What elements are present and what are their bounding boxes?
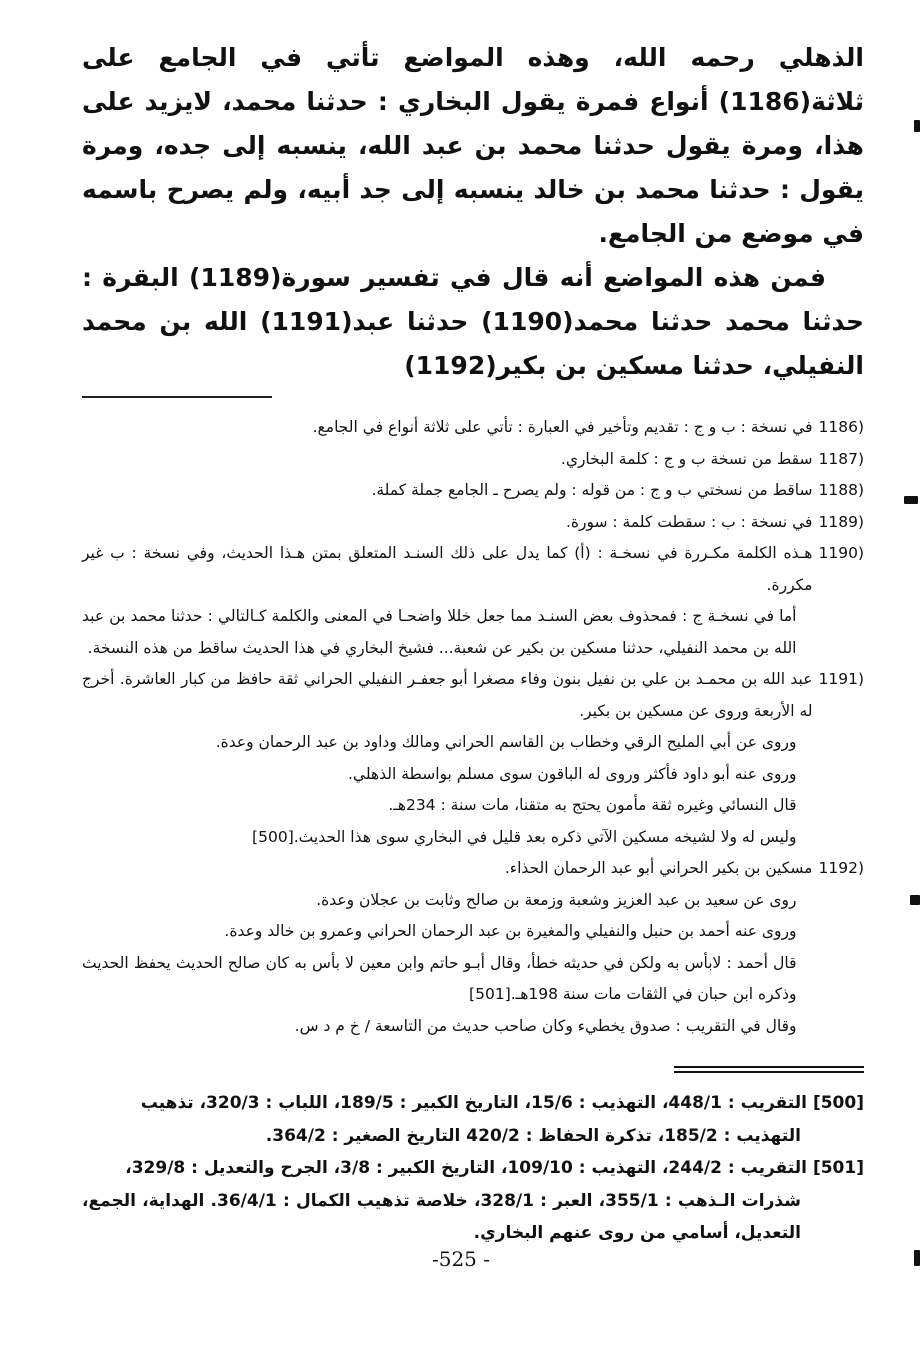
main-paragraph-2: فمن هذه المواضع أنه قال في تفسير سورة(1189) البقرة : حدثنا محمد حدثنا محمد(1190) حدثنا عبد(1191) الله بن محمد النفيلي، حدثنا مسكين بن بكير(1192) bbox=[82, 263, 864, 380]
scan-margin-mark bbox=[910, 895, 920, 905]
footnote-text: في نسخة : ب و ج : تقديم وتأخير في العبارة : تأتي على ثلاثة أنواع في الجامع. bbox=[312, 418, 813, 436]
scan-margin-mark bbox=[914, 1250, 920, 1266]
reference-text: التقريب : 448/1، التهذيب : 15/6، التاريخ الكبير : 189/5، اللباب : 320/3، تذهيب bbox=[140, 1093, 807, 1113]
footnote-subtext: وقال في التقريب : صدوق يخطيء وكان صاحب حديث من التاسعة / خ م د س. bbox=[294, 1016, 797, 1035]
reference-text-continued: التهذيب : 185/2، تذكرة الحفاظ : 420/2 التاريخ الصغير : 364/2. bbox=[265, 1125, 801, 1146]
footnote-number: (1192 bbox=[818, 859, 864, 877]
scan-margin-mark bbox=[904, 496, 918, 504]
footnote-subtext: قال النسائي وغيره ثقة مأمون يحتج به متقنا، مات سنة : 234هـ. bbox=[388, 796, 797, 814]
footnote-text: عبد الله بن محمـد بن علي بن نفيل بنون وفاء مصغرا أبو جعفـر النفيلي الحراني ثقة حافظ من كبار العاشرة. أخرج له الأربعة وروى عن مسكين بن بكير. bbox=[82, 670, 813, 720]
reference-number: [500] bbox=[812, 1093, 864, 1113]
footnote-1190 bbox=[82, 538, 864, 664]
footnote-1189 bbox=[82, 507, 864, 539]
page-number: -525 - bbox=[431, 1247, 491, 1271]
footnotes bbox=[82, 412, 864, 1042]
footnote-text: سقط من نسخة ب و ج : كلمة البخاري. bbox=[560, 449, 813, 468]
footnote-text: ساقط من نسختي ب و ج : من قوله : ولم يصرح ـ الجامع جملة كملة. bbox=[371, 481, 813, 499]
footnote-text: هـذه الكلمة مكـررة في نسخـة : (أ) كما يدل على ذلك السنـد المتعلق بمتن هـذا الحديث، وفي نسخة : ب غير مكررة. bbox=[82, 544, 813, 594]
footnote-1191 bbox=[82, 664, 864, 853]
main-text bbox=[82, 36, 864, 388]
references bbox=[82, 1087, 864, 1250]
footnote-subtext: وليس له ولا لشيخه مسكين الآتي ذكره بعد قليل في البخاري سوى هذا الحديث.[500] bbox=[252, 827, 797, 846]
footnote-number: (1190 bbox=[818, 544, 864, 562]
footnote-subtext: أما في نسخـة ج : فمحذوف بعض السنـد مما جعل خللا واضحـا في المعنى والكلمة كـالتالي : حدثنا محمد بن عبد الله بن محمد النفيلي، حدثنا مسكين بن بكير عن شعبة... فشيخ البخاري في هذا الحديث ساقط من هذه النسخة. bbox=[82, 607, 797, 657]
footnote-number: (1191 bbox=[818, 670, 864, 688]
reference-number: [501] bbox=[812, 1158, 864, 1178]
footnote-number: (1187 bbox=[818, 449, 864, 468]
footnote-text: في نسخة : ب : سقطت كلمة : سورة. bbox=[565, 512, 813, 531]
footnote-number: (1186 bbox=[818, 418, 864, 436]
footnote-subtext: قال أحمد : لابأس به ولكن في حديثه خطأ، وقال أبـو حاتم وابن معين لا بأس به كان صالح الحديث يحفظ الحديث وذكره ابن حبان في الثقات مات سنة 198هـ.[501] bbox=[82, 953, 797, 1003]
references-separator bbox=[674, 1066, 864, 1073]
footnote-1186 bbox=[82, 412, 864, 444]
document-page bbox=[82, 36, 864, 1250]
footnote-number: (1188 bbox=[818, 481, 864, 499]
footnote-subtext: وروى عنه أحمد بن حنبل والنفيلي والمغيرة بن عبد الرحمان الحراني وعمرو بن خالد وعدة. bbox=[224, 922, 797, 940]
footnote-1188 bbox=[82, 475, 864, 507]
reference-text: التقريب : 244/2، التهذيب : 109/10، التاريخ الكبير : 3/8، الجرح والتعديل : 329/8، bbox=[125, 1158, 807, 1178]
footnote-1187 bbox=[82, 444, 864, 476]
footnote-text: مسكين بن بكير الحراني أبو عبد الرحمان الحذاء. bbox=[504, 859, 813, 877]
footnote-subtext: روى عن سعيد بن عبد العزيز وشعبة وزمعة بن صالح وثابت بن عجلان وعدة. bbox=[316, 890, 797, 909]
scan-margin-mark bbox=[914, 120, 920, 132]
reference-500 bbox=[82, 1087, 864, 1152]
footnote-subtext: وروى عن أبي المليح الرقي وخطاب بن القاسم الحراني ومالك وداود بن عبد الرحمان وعدة. bbox=[215, 733, 797, 751]
reference-501 bbox=[82, 1152, 864, 1250]
footnote-number: (1189 bbox=[818, 512, 864, 531]
reference-text-continued: شذرات الـذهب : 355/1، العبر : 328/1، خلاصة تذهيب الكمال : 36/4/1. الهداية، الجمع، التعديل، أسامي من روى عنهم البخاري. bbox=[82, 1190, 801, 1243]
footnote-separator bbox=[82, 396, 272, 398]
footnote-1192 bbox=[82, 853, 864, 1042]
footnote-subtext: وروى عنه أبو داود فأكثر وروى له الباقون سوى مسلم بواسطة الذهلي. bbox=[347, 764, 797, 783]
main-paragraph-1: الذهلي رحمه الله، وهذه المواضع تأتي في الجامع على ثلاثة(1186) أنواع فمرة يقول البخاري : حدثنا محمد، لايزيد على هذا، ومرة يقول حدثنا محمد بن عبد الله، ينسبه إلى جده، ومرة يقول : حدثنا محمد بن خالد ينسبه إلى جد أبيه، ولم يصرح باسمه في موضع من الجامع. bbox=[82, 43, 864, 248]
